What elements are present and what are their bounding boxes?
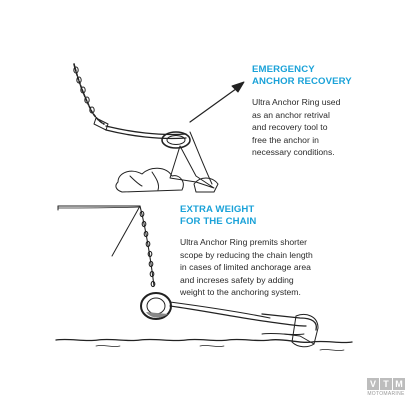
watermark-letter-t: T — [380, 378, 392, 390]
recovery-text-line-1: Ultra Anchor Ring used — [252, 97, 341, 107]
vtm-watermark-logo — [364, 378, 408, 397]
weight-text-line-4: and increses safety by adding — [180, 274, 294, 285]
recovery-text-line-3: and recovery tool to — [252, 122, 328, 133]
recovery-heading-line-2: ANCHOR RECOVERY — [252, 76, 352, 87]
weight-text-line-5: weight to the anchoring system. — [180, 287, 301, 298]
weight-heading — [180, 204, 330, 228]
weight-description — [180, 236, 355, 299]
top-chain — [74, 64, 104, 124]
weight-heading-line-2: FOR THE CHAIN — [180, 216, 257, 227]
top-anchor-fluke — [170, 146, 214, 188]
recovery-text-line-2: as an anchor retrival — [252, 109, 330, 120]
boat-rope — [112, 206, 140, 256]
weight-heading-line-1: EXTRA WEIGHT — [180, 204, 255, 215]
weight-text-line-1: Ultra Anchor Ring premits shorter — [180, 237, 308, 247]
top-shackle — [94, 118, 108, 130]
watermark-subtitle: MOTOMARINE — [367, 391, 405, 397]
recovery-heading-line-1: EMERGENCY — [252, 64, 315, 75]
recovery-description — [252, 96, 372, 159]
top-rocks — [116, 168, 183, 192]
weight-text-line-3: in cases of limited anchorage area — [180, 262, 311, 273]
watermark-letter-v: V — [367, 378, 379, 390]
recovery-text-line-4: free the anchor in — [252, 134, 319, 145]
watermark-letter-m: M — [393, 378, 405, 390]
weight-ring — [141, 293, 171, 319]
recovery-direction-arrow — [190, 82, 244, 122]
weight-text-line-2: scope by reducing the chain length — [180, 249, 313, 260]
bottom-vertical-chain — [140, 206, 155, 287]
recovery-text-line-5: necessary conditions. — [252, 147, 335, 158]
recovery-heading — [252, 64, 402, 88]
